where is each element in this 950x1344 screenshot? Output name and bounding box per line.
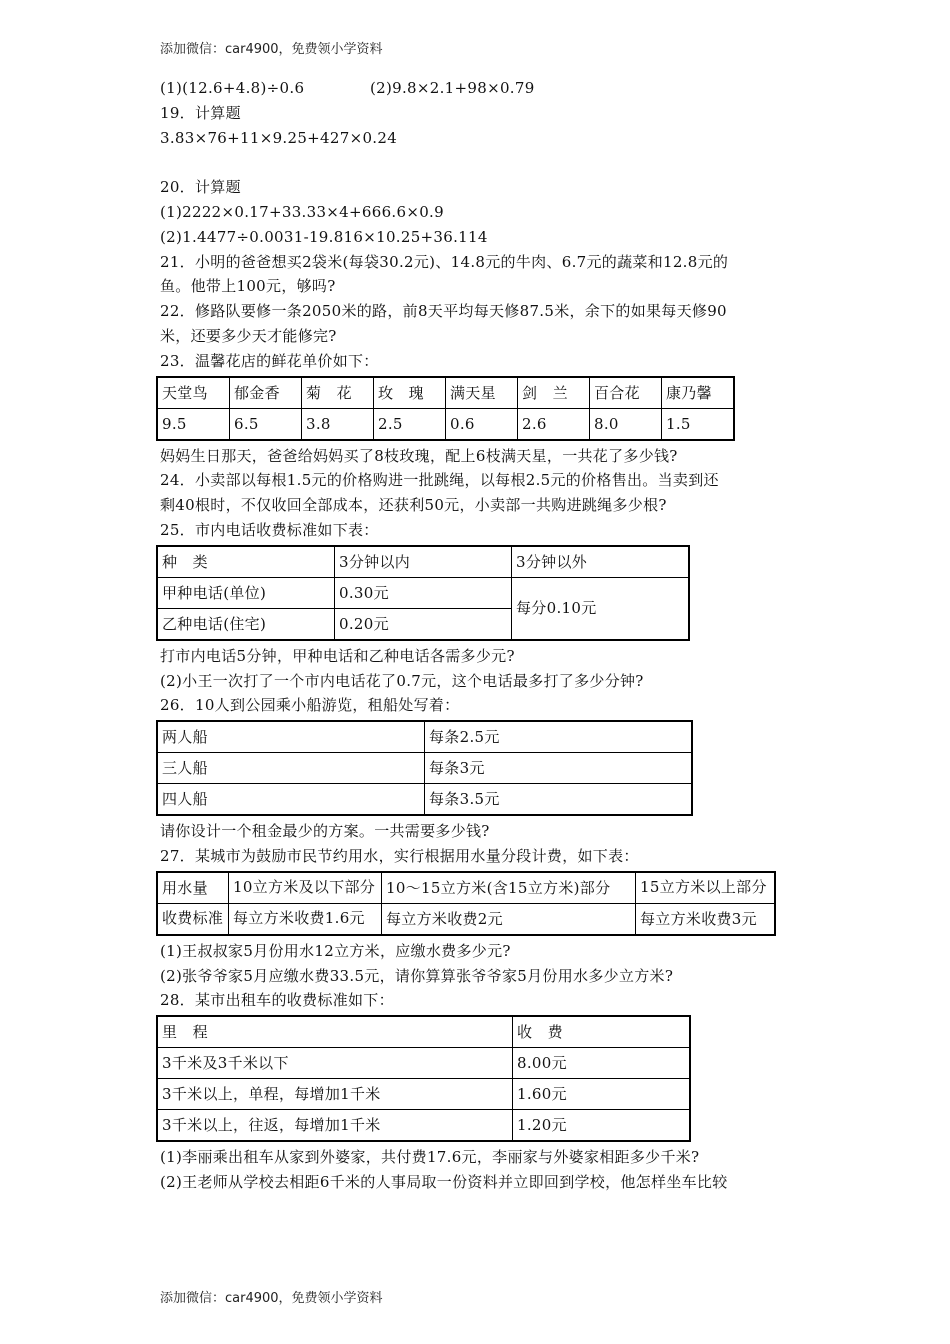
q25-question-2: (2)小王一次打了一个市内电话花了0.7元，这个电话最多打了多少分钟? xyxy=(160,671,644,690)
flower-name-row xyxy=(157,377,734,409)
q27-question-2: (2)张爷爷家5月应缴水费33.5元，请你算算张爷爷家5月份用水多少立方米? xyxy=(160,966,674,985)
water-header-row xyxy=(157,872,775,904)
water-fee-tier2: 每立方米收费2元 xyxy=(382,903,636,935)
taxi-distance: 3千米以上，往返，每增加1千米 xyxy=(157,1110,513,1142)
q20-expression-2: (2)1.4477÷0.0031-19.816×10.25+36.114 xyxy=(160,227,488,246)
taxi-distance: 3千米及3千米以下 xyxy=(157,1048,513,1079)
q24-line-2: 剩40根时，不仅收回全部成本，还获利50元，小卖部一共购进跳绳多少根? xyxy=(160,496,667,515)
phone-type-b: 乙种电话(住宅) xyxy=(157,608,335,640)
water-fee-label: 收费标准 xyxy=(157,903,229,935)
flower-price-cell: 1.5 xyxy=(662,408,735,440)
flower-name-cell: 康乃馨 xyxy=(662,377,735,409)
boat-type: 四人船 xyxy=(157,784,425,816)
page-footer: 添加微信：car4900，免费领小学资料 xyxy=(160,1291,383,1306)
q18-part2: (2)9.8×2.1+98×0.79 xyxy=(370,79,535,97)
q18-part1: (1)(12.6+4.8)÷0.6 xyxy=(160,79,305,97)
phone-fee-table xyxy=(156,545,690,641)
flower-price-cell: 3.8 xyxy=(302,408,374,440)
flower-price-table xyxy=(156,376,735,441)
phone-header-beyond: 3分钟以外 xyxy=(512,546,690,578)
page-header: 添加微信：car4900，免费领小学资料 xyxy=(160,42,383,57)
boat-type: 三人船 xyxy=(157,753,425,784)
flower-price-cell: 8.0 xyxy=(590,408,662,440)
flower-name-cell: 剑 兰 xyxy=(518,377,590,409)
taxi-row xyxy=(157,1110,690,1142)
q25-intro: 25．市内电话收费标准如下表： xyxy=(160,520,379,539)
q21-line-1: 21．小明的爸爸想买2袋米(每袋30.2元)、14.8元的牛肉、6.7元的蔬菜和12.8元的 xyxy=(160,252,729,271)
q22-line-1: 22．修路队要修一条2050米的路，前8天平均每天修87.5米，余下的如果每天修90 xyxy=(160,302,727,321)
q26-intro: 26．10人到公园乘小船游览，租船处写着： xyxy=(160,696,460,715)
taxi-header-row xyxy=(157,1016,690,1048)
flower-name-cell: 天堂鸟 xyxy=(157,377,230,409)
boat-type: 两人船 xyxy=(157,721,425,753)
q20-title: 20．计算题 xyxy=(160,178,241,197)
taxi-fee: 1.60元 xyxy=(513,1079,691,1110)
spacer xyxy=(160,150,800,175)
phone-header-within: 3分钟以内 xyxy=(335,546,512,578)
water-fee-tier1: 每立方米收费1.6元 xyxy=(229,903,382,935)
q26-question: 请你设计一个租金最少的方案。一共需要多少钱? xyxy=(160,822,490,841)
flower-price-row xyxy=(157,408,734,440)
water-fee-row xyxy=(157,903,775,935)
q22-line-2: 米，还要多少天才能修完? xyxy=(160,326,337,345)
q28-intro: 28．某市出租车的收费标准如下： xyxy=(160,991,394,1010)
phone-fee-b: 0.20元 xyxy=(335,608,512,640)
boat-price: 每条2.5元 xyxy=(425,721,693,753)
water-fee-tier3: 每立方米收费3元 xyxy=(636,903,776,935)
boat-row xyxy=(157,784,692,816)
water-fee-table xyxy=(156,871,776,936)
q24-line-1: 24．小卖部以每根1.5元的价格购进一批跳绳，以每根2.5元的价格售出。当卖到还 xyxy=(160,471,719,490)
flower-name-cell: 玫 瑰 xyxy=(374,377,446,409)
water-header-tier1: 10立方米及以下部分 xyxy=(229,872,382,904)
q20-expression-1: (1)2222×0.17+33.33×4+666.6×0.9 xyxy=(160,202,444,221)
q27-question-1: (1)王叔叔家5月份用水12立方米，应缴水费多少元? xyxy=(160,941,511,960)
phone-fee-beyond: 每分0.10元 xyxy=(512,577,690,640)
q18-expressions xyxy=(160,76,800,101)
flower-price-cell: 2.6 xyxy=(518,408,590,440)
boat-row xyxy=(157,753,692,784)
q19-title: 19．计算题 xyxy=(160,103,241,122)
flower-price-cell: 0.6 xyxy=(446,408,518,440)
phone-header-row xyxy=(157,546,689,578)
boat-price: 每条3元 xyxy=(425,753,693,784)
q21-line-2: 鱼。他带上100元，够吗? xyxy=(160,277,336,296)
phone-fee-a: 0.30元 xyxy=(335,577,512,608)
taxi-fee: 1.20元 xyxy=(513,1110,691,1142)
flower-price-cell: 2.5 xyxy=(374,408,446,440)
taxi-fee: 8.00元 xyxy=(513,1048,691,1079)
taxi-header-fee: 收 费 xyxy=(513,1016,691,1048)
flower-price-cell: 6.5 xyxy=(230,408,302,440)
document-body xyxy=(160,76,800,1195)
phone-type-a: 甲种电话(单位) xyxy=(157,577,335,608)
taxi-header-distance: 里 程 xyxy=(157,1016,513,1048)
flower-name-cell: 满天星 xyxy=(446,377,518,409)
q27-intro: 27．某城市为鼓励市民节约用水，实行根据用水量分段计费，如下表： xyxy=(160,846,639,865)
boat-rental-table xyxy=(156,720,693,816)
q28-question-1: (1)李丽乘出租车从家到外婆家，共付费17.6元，李丽家与外婆家相距多少千米? xyxy=(160,1148,700,1167)
flower-name-cell: 百合花 xyxy=(590,377,662,409)
taxi-row xyxy=(157,1079,690,1110)
q28-question-2: (2)王老师从学校去相距6千米的人事局取一份资料并立即回到学校，他怎样坐车比较 xyxy=(160,1172,728,1191)
flower-price-cell: 9.5 xyxy=(157,408,230,440)
q25-question-1: 打市内电话5分钟，甲种电话和乙种电话各需多少元? xyxy=(160,646,515,665)
q23-question: 妈妈生日那天，爸爸给妈妈买了8枝玫瑰，配上6枝满天星，一共花了多少钱? xyxy=(160,446,678,465)
boat-price: 每条3.5元 xyxy=(425,784,693,816)
water-header-tier3: 15立方米以上部分 xyxy=(636,872,776,904)
taxi-fee-table xyxy=(156,1015,691,1142)
flower-name-cell: 郁金香 xyxy=(230,377,302,409)
q19-expression: 3.83×76+11×9.25+427×0.24 xyxy=(160,128,398,147)
water-header-usage: 用水量 xyxy=(157,872,229,904)
taxi-distance: 3千米以上，单程，每增加1千米 xyxy=(157,1079,513,1110)
phone-row-a xyxy=(157,577,689,608)
phone-header-type: 种 类 xyxy=(157,546,335,578)
water-header-tier2: 10～15立方米(含15立方米)部分 xyxy=(382,872,636,904)
boat-row xyxy=(157,721,692,753)
taxi-row xyxy=(157,1048,690,1079)
flower-name-cell: 菊 花 xyxy=(302,377,374,409)
q23-intro: 23．温馨花店的鲜花单价如下： xyxy=(160,351,379,370)
